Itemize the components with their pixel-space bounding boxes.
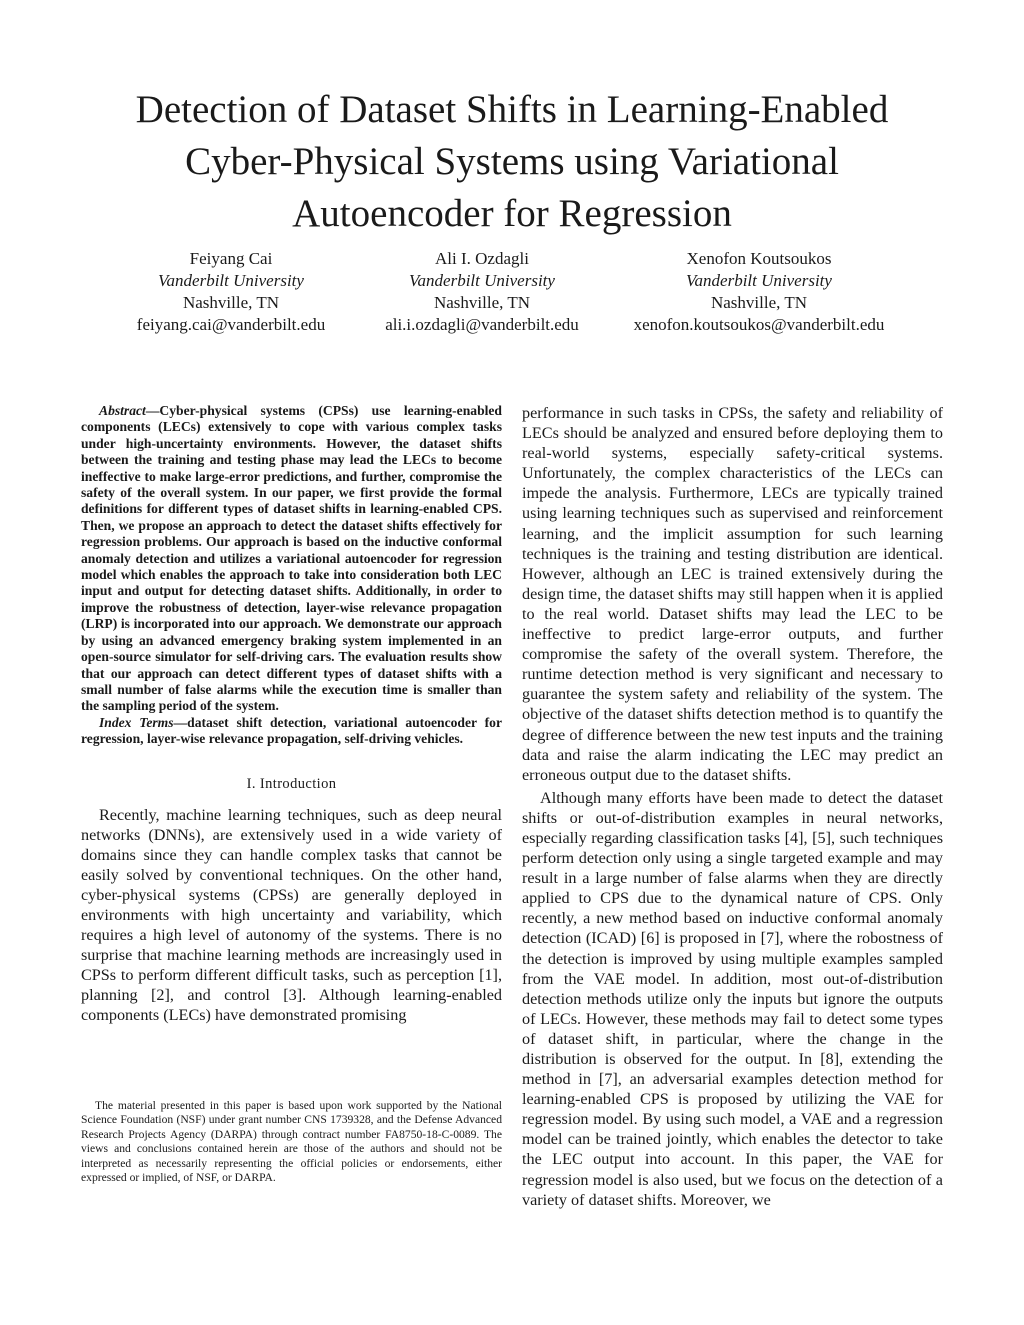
author-location: Nashville, TN <box>182 293 279 312</box>
right-column <box>522 403 943 1210</box>
author-location: Nashville, TN <box>433 293 530 312</box>
author-block <box>629 248 889 336</box>
author-email: xenofon.koutsoukos@vanderbilt.edu <box>633 315 885 334</box>
intro-paragraph-1: Recently, machine learning techniques, such as deep neural networks (DNNs), are extensively used in a wide variety of domains since they can handle complex tasks that cannot be easily solved by conventional techniques. On the other hand, cyber-physical systems (CPSs) are generally deployed in environments with high uncertainty and variability, which requires a high level of autonomy of the systems. There is no surprise that machine learning methods are increasingly used in CPSs to perform different difficult tasks, such as perception [1], planning [2], and control [3]. Although learning-enabled components (LECs) have demonstrated promising <box>81 805 502 1025</box>
author-name: Xenofon Koutsoukos <box>686 249 832 268</box>
author-email: ali.i.ozdagli@vanderbilt.edu <box>385 315 579 334</box>
author-affiliation: Vanderbilt University <box>158 271 304 290</box>
author-affiliation: Vanderbilt University <box>686 271 832 290</box>
author-affiliation: Vanderbilt University <box>409 271 555 290</box>
intro-paragraph-continued: performance in such tasks in CPSs, the safety and reliability of LECs should be analyzed and ensured before deploying them to real-world systems, especially safety-critical systems. Unfortunately, the complex characteristics of the LECs can impede the analysis. Furthermore, LECs are typically trained using learning techniques such as supervised and reinforcement learning, and the implicit assumption for such learning techniques is the training and testing distribution are identical. However, although an LEC is trained extensively during the design time, the dataset shifts may still happen when it is applied to the real world. Dataset shifts may lead the LEC to be ineffective to predict large-error outputs, and further compromise the safety of the overall system. Therefore, the runtime detection method is very significant and necessary to guarantee the system safety and reliability of the system. The objective of the dataset shifts detection method is to quantify the degree of difference between the new test inputs and the training data and raise the alarm indicating the LEC may predict an erroneous output due to the dataset shifts. <box>522 404 943 784</box>
index-terms-text: —dataset shift detection, variational autoencoder for regression, layer-wise relevance propagation, self-driving vehicles. <box>81 714 502 747</box>
author-name: Ali I. Ozdagli <box>435 249 529 268</box>
title-line-1: Detection of Dataset Shifts in Learning-Enabled <box>135 88 889 131</box>
author-block <box>352 248 612 336</box>
index-terms-label: Index Terms <box>99 714 174 730</box>
abstract-text: —Cyber-physical systems (CPSs) use learning-enabled components (LECs) extensively to cope with various complex tasks under high-uncertainty environments. However, the dataset shifts between the training and testing phase may lead the LECs to become ineffective to make large-error predictions, and further, compromise the safety of the overall system. In our paper, we first provide the formal definitions for different types of dataset shifts in learning-enabled CPS. Then, we propose an approach to detect the dataset shifts effectively for regression problems. Our approach is based on the inductive conformal anomaly detection and utilizes a variational autoencoder for regression model which enables the approach to take into consideration both LEC input and output for detecting dataset shifts. Additionally, in order to improve the robustness of detection, layer-wise relevance propagation (LRP) is incorporated into our approach. We demonstrate our approach by using an advanced emergency braking system implemented in an open-source simulator for self-driving cars. The evaluation results show that our approach can detect different types of dataset shifts with a small number of false alarms while the execution time is smaller than the sampling period of the system. <box>81 403 502 714</box>
index-terms <box>81 715 502 748</box>
author-block <box>101 248 361 336</box>
intro-paragraph-2: Although many efforts have been made to detect the dataset shifts or out-of-distribution examples in neural networks, especially regarding classification tasks [4], [5], such techniques perform detection only using a single targeted example and may result in a large number of false alarms when they are directly applied to CPS due to the dynamical nature of CPS. Only recently, a new method based on inductive conformal anomaly detection (ICAD) [6] is proposed in [7], where the robostness of the detection is improved by using multiple examples sampled from the VAE model. In addition, most out-of-distribution detection methods utilize only the inputs but ignore the outputs of LECs. However, these methods may fail to detect some types of dataset shift, in particular, where the change in the distribution is observed for the output. In [8], extending the method in [7], an adversarial examples detection method for learning-enabled CPS is proposed by utilizing the VAE for regression model. By using such model, a VAE and a regression model can be trained jointly, which enables the detector to take the LEC output into account. In this paper, the VAE for regression model is also used, but we focus on the detection of a variety of dataset shifts. Moreover, we <box>522 788 943 1209</box>
abstract <box>81 403 502 715</box>
author-location: Nashville, TN <box>710 293 807 312</box>
funding-footnote: The material presented in this paper is based upon work supported by the National Science Foundation (NSF) under grant number CNS 1739328, and the Defense Advanced Research Projects Agency (DARPA) through contract number FA8750-18-C-0089. The views and conclusions contained herein are those of the authors and should not be interpreted as necessarily representing the official policies or endorsements, either expressed or implied, of NSF, or DARPA. <box>81 1099 502 1185</box>
author-name: Feiyang Cai <box>189 249 273 268</box>
abstract-label: Abstract <box>99 403 146 418</box>
title-line-2: Cyber-Physical Systems using Variational <box>185 140 839 183</box>
section-heading-introduction: I. Introduction <box>246 775 337 792</box>
author-email: feiyang.cai@vanderbilt.edu <box>136 315 326 334</box>
title-line-3: Autoencoder for Regression <box>292 192 732 235</box>
left-column <box>81 403 502 1026</box>
paper-title <box>60 84 964 240</box>
